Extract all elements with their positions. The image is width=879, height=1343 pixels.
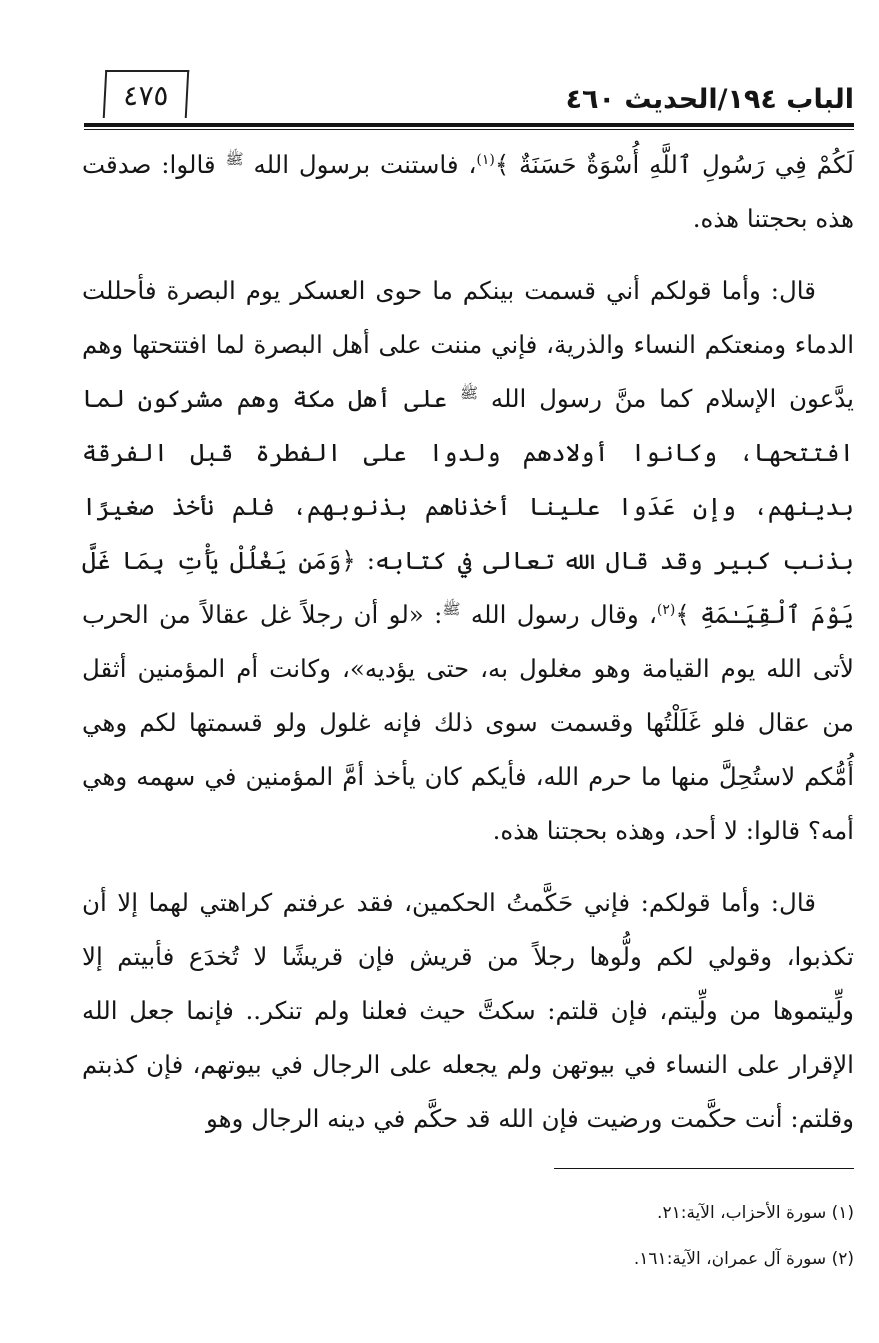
page-header <box>84 78 854 122</box>
paragraph-2-text-a: قال: وأما قولكم أني قسمت بينكم ما حوى العسكر يوم البصرة فأحللت الدماء ومنعتكم النساء والذرية، فإني مننت على أهل البصرة لما افتتحتها وهم يدَّعون الإسلام كما منَّ رسول الله <box>82 276 854 413</box>
salutation-1: ﷺ <box>225 149 244 168</box>
footnote-1: (١) سورة الأحزاب، الآية:٢١. <box>657 1203 854 1223</box>
paragraph-1-text-b: قالوا: صدقت هذه بحجتنا هذه. <box>82 150 854 233</box>
footnote-ref-2: (٢) <box>656 601 676 618</box>
salutation-3: ﷺ <box>442 599 461 618</box>
header-rule-thin <box>84 129 854 130</box>
body-text <box>82 138 854 1146</box>
page-number-box <box>103 70 190 118</box>
paragraph-1-text-a: ، فاستنت برسول الله <box>253 150 477 179</box>
header-rule-thick <box>84 123 854 127</box>
running-head: الباب ١٩٤/الحديث ٤٦٠ <box>565 84 854 115</box>
quran-verse-1: لَكُمْ فِي رَسُولِ ٱللَّهِ أُسْوَةٌ حَسَنَةٌ ﴾ <box>494 150 854 179</box>
paragraph-2 <box>82 264 854 858</box>
footnote-2: (٢) سورة آل عمران، الآية:١٦١. <box>633 1249 854 1269</box>
footnotes <box>82 1190 854 1282</box>
page-number: ٤٧٥ <box>122 78 170 112</box>
footnote-ref-1: (١) <box>476 151 495 168</box>
quran-verse-2: ﴿وَمَن يَغْلُلْ يَأْتِ بِمَا غَلَّ يَوْمَ ٱلْقِيَـٰمَةِ ﴾ <box>82 546 854 629</box>
paragraph-3: قال: وأما قولكم: فإني حَكَّمتُ الحكمين، فقد عرفتم كراهتي لهما إلا أن تكذبوا، وقولي لكم ولُّوها رجلاً من قريش فإن قريشًا لا تُخدَع فأبيتم إلا ولِّيتموها من ولِّيتم، فإن قلتم: سكتَّ حيث فعلنا ولم تنكر.. فإنما جعل الله الإقرار على النساء في بيوتهن ولم يجعله على الرجال في بيوتهم، فإن كذبتم وقلتم: أنت حكَّمت ورضيت فإن الله قد حكَّم في دينه الرجال وهو <box>82 888 854 1133</box>
paragraph-2-text-d: : «لو أن رجلاً غل عقالاً من الحرب لأتى الله يوم القيامة وهو مغلول به، حتى يؤديه»، وكانت أم المؤمنين أثقل من عقال فلو غَلَلْتُها وقسمت سوى ذلك فإنه غلول ولو قسمتها لكم وهي أُمُّكم لاستُحِلَّ منها ما حرم الله، فأيكم كان يأخذ أمَّ المؤمنين في سهمه وهي أمه؟ قالوا: لا أحد، وهذه بحجتنا هذه. <box>82 600 854 845</box>
salutation-2: ﷺ <box>459 383 479 402</box>
paragraph-2-text-c: ، وقال رسول الله <box>470 600 657 629</box>
paragraph-1 <box>82 138 854 246</box>
footnote-rule <box>554 1168 854 1169</box>
paragraph-2-text-b: على أهل مكة وهم مشركون لما افتتحها، وكانوا أولادهم ولدوا على الفطرة قبل الفرقة بدينهم، وإن عَدَوا علينا أخذناهم بذنوبهم، فلم نأخذ صغيرًا بذنب كبير وقد قال الله تعالى في كتابه: <box>82 384 854 575</box>
